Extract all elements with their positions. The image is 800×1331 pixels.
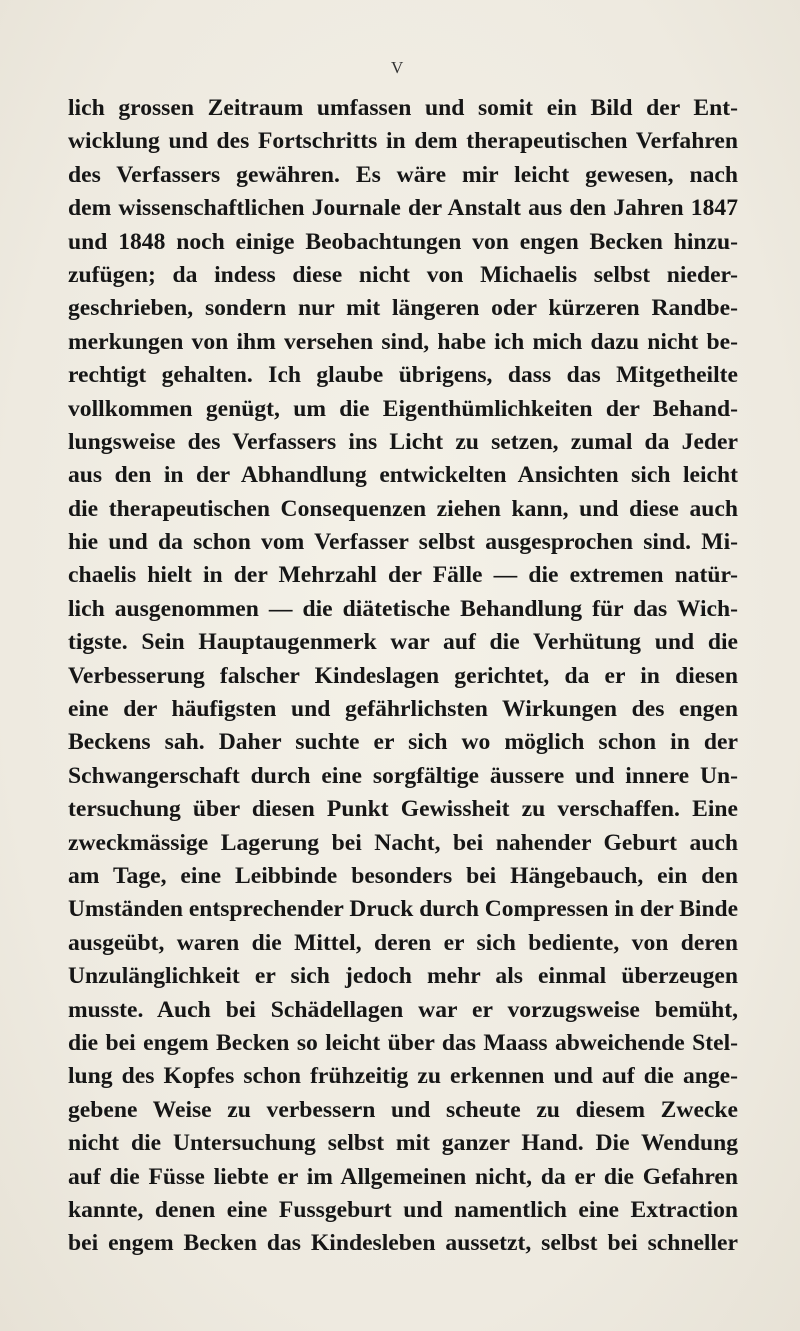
text-line: geschrieben, sondern nur mit längeren oder kürzeren Randbe- [68, 295, 738, 322]
text-line: hie und da schon vom Verfasser selbst ausgesprochen sind. Mi- [68, 529, 738, 556]
text-line: dem wissenschaftlichen Journale der Anstalt aus den Jahren 1847 [68, 195, 738, 222]
text-line: die bei engem Becken so leicht über das Maass abweichende Stel- [68, 1029, 738, 1056]
text-line: rechtigt gehalten. Ich glaube übrigens, dass das Mitgetheilte [68, 362, 738, 389]
text-line: bei engem Becken das Kindesleben aussetzt, selbst bei schneller [68, 1230, 738, 1257]
text-line: merkungen von ihm versehen sind, habe ich mich dazu nicht be- [68, 328, 738, 355]
text-line: nicht die Untersuchung selbst mit ganzer Hand. Die Wendung [68, 1130, 738, 1157]
text-line: Verbesserung falscher Kindeslagen gerichtet, da er in diesen [68, 662, 738, 689]
text-line: lich ausgenommen — die diätetische Behandlung für das Wich- [68, 595, 738, 622]
text-line: des Verfassers gewähren. Es wäre mir leicht gewesen, nach [68, 161, 738, 188]
text-line: lich grossen Zeitraum umfassen und somit ein Bild der Ent- [68, 95, 738, 121]
text-line: lung des Kopfes schon frühzeitig zu erkennen und auf die ange- [68, 1063, 738, 1090]
text-line: am Tage, eine Leibbinde besonders bei Hängebauch, ein den [68, 862, 738, 889]
text-line: Beckens sah. Daher suchte er sich wo möglich schon in der [68, 729, 738, 756]
text-line: kannte, denen eine Fussgeburt und namentlich eine Extraction [68, 1196, 738, 1223]
text-line: die therapeutischen Consequenzen ziehen kann, und diese auch [68, 495, 738, 522]
text-line: Umständen entsprechender Druck durch Compressen in der Binde [68, 896, 739, 923]
text-line: lungsweise des Verfassers ins Licht zu setzen, zumal da Jeder [68, 428, 738, 455]
text-line: tigste. Sein Hauptaugenmerk war auf die Verhütung und die [68, 629, 738, 656]
page-number-text: V [391, 58, 405, 77]
text-line: auf die Füsse liebte er im Allgemeinen nicht, da er die Gefahren [68, 1163, 738, 1190]
text-line: tersuchung über diesen Punkt Gewissheit zu verschaffen. Eine [68, 796, 738, 823]
text-line: und 1848 noch einige Beobachtungen von engen Becken hinzu- [68, 228, 738, 255]
text-line: musste. Auch bei Schädellagen war er vorzugsweise bemüht, [68, 996, 738, 1023]
text-line: ausgeübt, waren die Mittel, deren er sich bediente, von deren [68, 929, 738, 956]
text-line: aus den in der Abhandlung entwickelten Ansichten sich leicht [68, 462, 738, 489]
text-line: eine der häufigsten und gefährlichsten Wirkungen des engen [68, 696, 738, 723]
text-line: vollkommen genügt, um die Eigenthümlichkeiten der Behand- [68, 395, 738, 422]
body-text [68, 92, 738, 1261]
text-line: Unzulänglichkeit er sich jedoch mehr als einmal überzeugen [68, 963, 738, 990]
text-line: gebene Weise zu verbessern und scheute zu diesem Zwecke [68, 1096, 738, 1123]
text-line: wicklung und des Fortschritts in dem therapeutischen Verfahren [68, 128, 738, 155]
text-line: zweckmässige Lagerung bei Nacht, bei nahender Geburt auch [68, 829, 738, 856]
text-line: chaelis hielt in der Mehrzahl der Fälle — die extremen natür- [68, 562, 738, 589]
text-line: zufügen; da indess diese nicht von Michaelis selbst nieder- [68, 261, 738, 288]
text-line: Schwangerschaft durch eine sorgfältige äussere und innere Un- [68, 762, 738, 789]
